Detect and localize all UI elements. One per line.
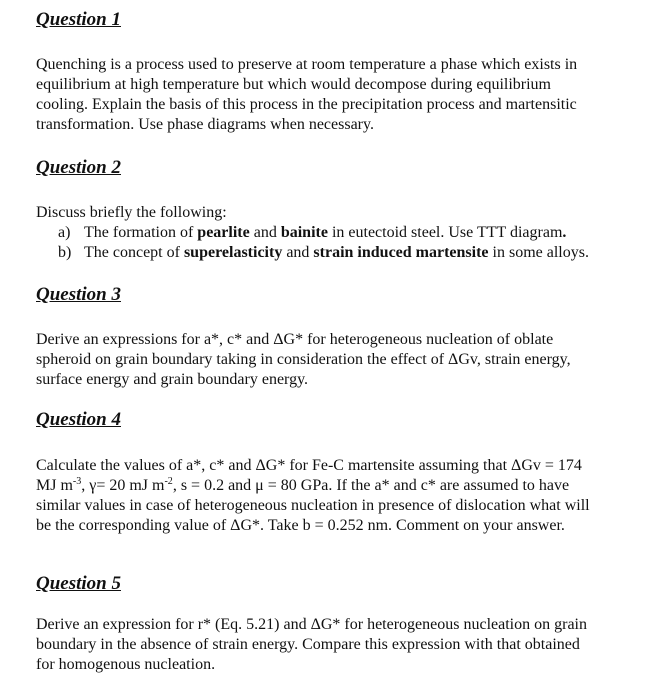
question-5-line: for homogenous nucleation.: [36, 656, 216, 673]
question-1-line: transformation. Use phase diagrams when necessary.: [36, 116, 374, 133]
bold-term: superelasticity: [183, 244, 283, 261]
question-1-line: cooling. Explain the basis of this process in the precipitation process and martensitic: [36, 96, 577, 113]
item-text: and: [249, 224, 281, 241]
question-3-line: spheroid on grain boundary taking in consideration the effect of ΔGv, strain energy,: [36, 351, 571, 368]
question-4-line: Calculate the values of a*, c* and ΔG* for Fe-C martensite assuming that ΔGv = 174: [36, 457, 582, 474]
question-4-text: [36, 456, 636, 536]
question-4-line: [36, 476, 636, 496]
question-1-line: equilibrium at high temperature but which would decompose during equilibrium: [36, 76, 551, 93]
item-text: The concept of: [84, 244, 184, 261]
item-text: and: [282, 244, 314, 261]
question-3-line: surface energy and grain boundary energy.: [36, 371, 309, 388]
question-2-heading: Question 2: [36, 157, 121, 178]
question-4-line: be the corresponding value of ΔG*. Take b = 0.252 nm. Comment on your answer.: [36, 517, 565, 534]
question-5-line: Derive an expression for r* (Eq. 5.21) and ΔG* for heterogeneous nucleation on grain: [36, 616, 587, 633]
bold-period: .: [562, 224, 567, 241]
question-1-text: [36, 55, 636, 135]
superscript: -3: [72, 476, 82, 487]
question-5-line: boundary in the absence of strain energy. Compare this expression with that obtained: [36, 636, 580, 653]
question-1-heading: Question 1: [36, 9, 121, 30]
question-3-line: Derive an expressions for a*, c* and ΔG* for heterogeneous nucleation of oblate: [36, 331, 554, 348]
question-3-heading: Question 3: [36, 284, 121, 305]
item-text: in some alloys.: [488, 244, 589, 261]
question-5-text: [36, 615, 636, 675]
bold-term: strain induced martensite: [313, 244, 489, 261]
item-text: The formation of: [84, 224, 198, 241]
item-text: in eutectoid steel. Use TTT diagram: [327, 224, 563, 241]
line-text: , γ= 20 mJ m: [81, 477, 165, 494]
question-2-item-a: [36, 223, 636, 243]
question-5-heading: Question 5: [36, 573, 121, 594]
question-1-line: Quenching is a process used to preserve at room temperature a phase which exists in: [36, 56, 578, 73]
list-marker: a): [58, 224, 71, 241]
list-marker: b): [58, 244, 72, 261]
bold-term: bainite: [280, 224, 328, 241]
question-2-item-b: [36, 243, 636, 263]
question-4-line: similar values in case of heterogeneous nucleation in presence of dislocation what will: [36, 497, 590, 514]
question-3-text: [36, 330, 636, 390]
bold-term: pearlite: [197, 224, 250, 241]
line-text: , s = 0.2 and μ = 80 GPa. If the a* and c* are assumed to have: [172, 477, 570, 494]
question-2-intro: Discuss briefly the following:: [36, 204, 227, 221]
question-4-heading: Question 4: [36, 409, 121, 430]
superscript: -2: [164, 476, 173, 487]
question-2-text: [36, 203, 636, 263]
line-text: MJ m: [36, 477, 73, 494]
